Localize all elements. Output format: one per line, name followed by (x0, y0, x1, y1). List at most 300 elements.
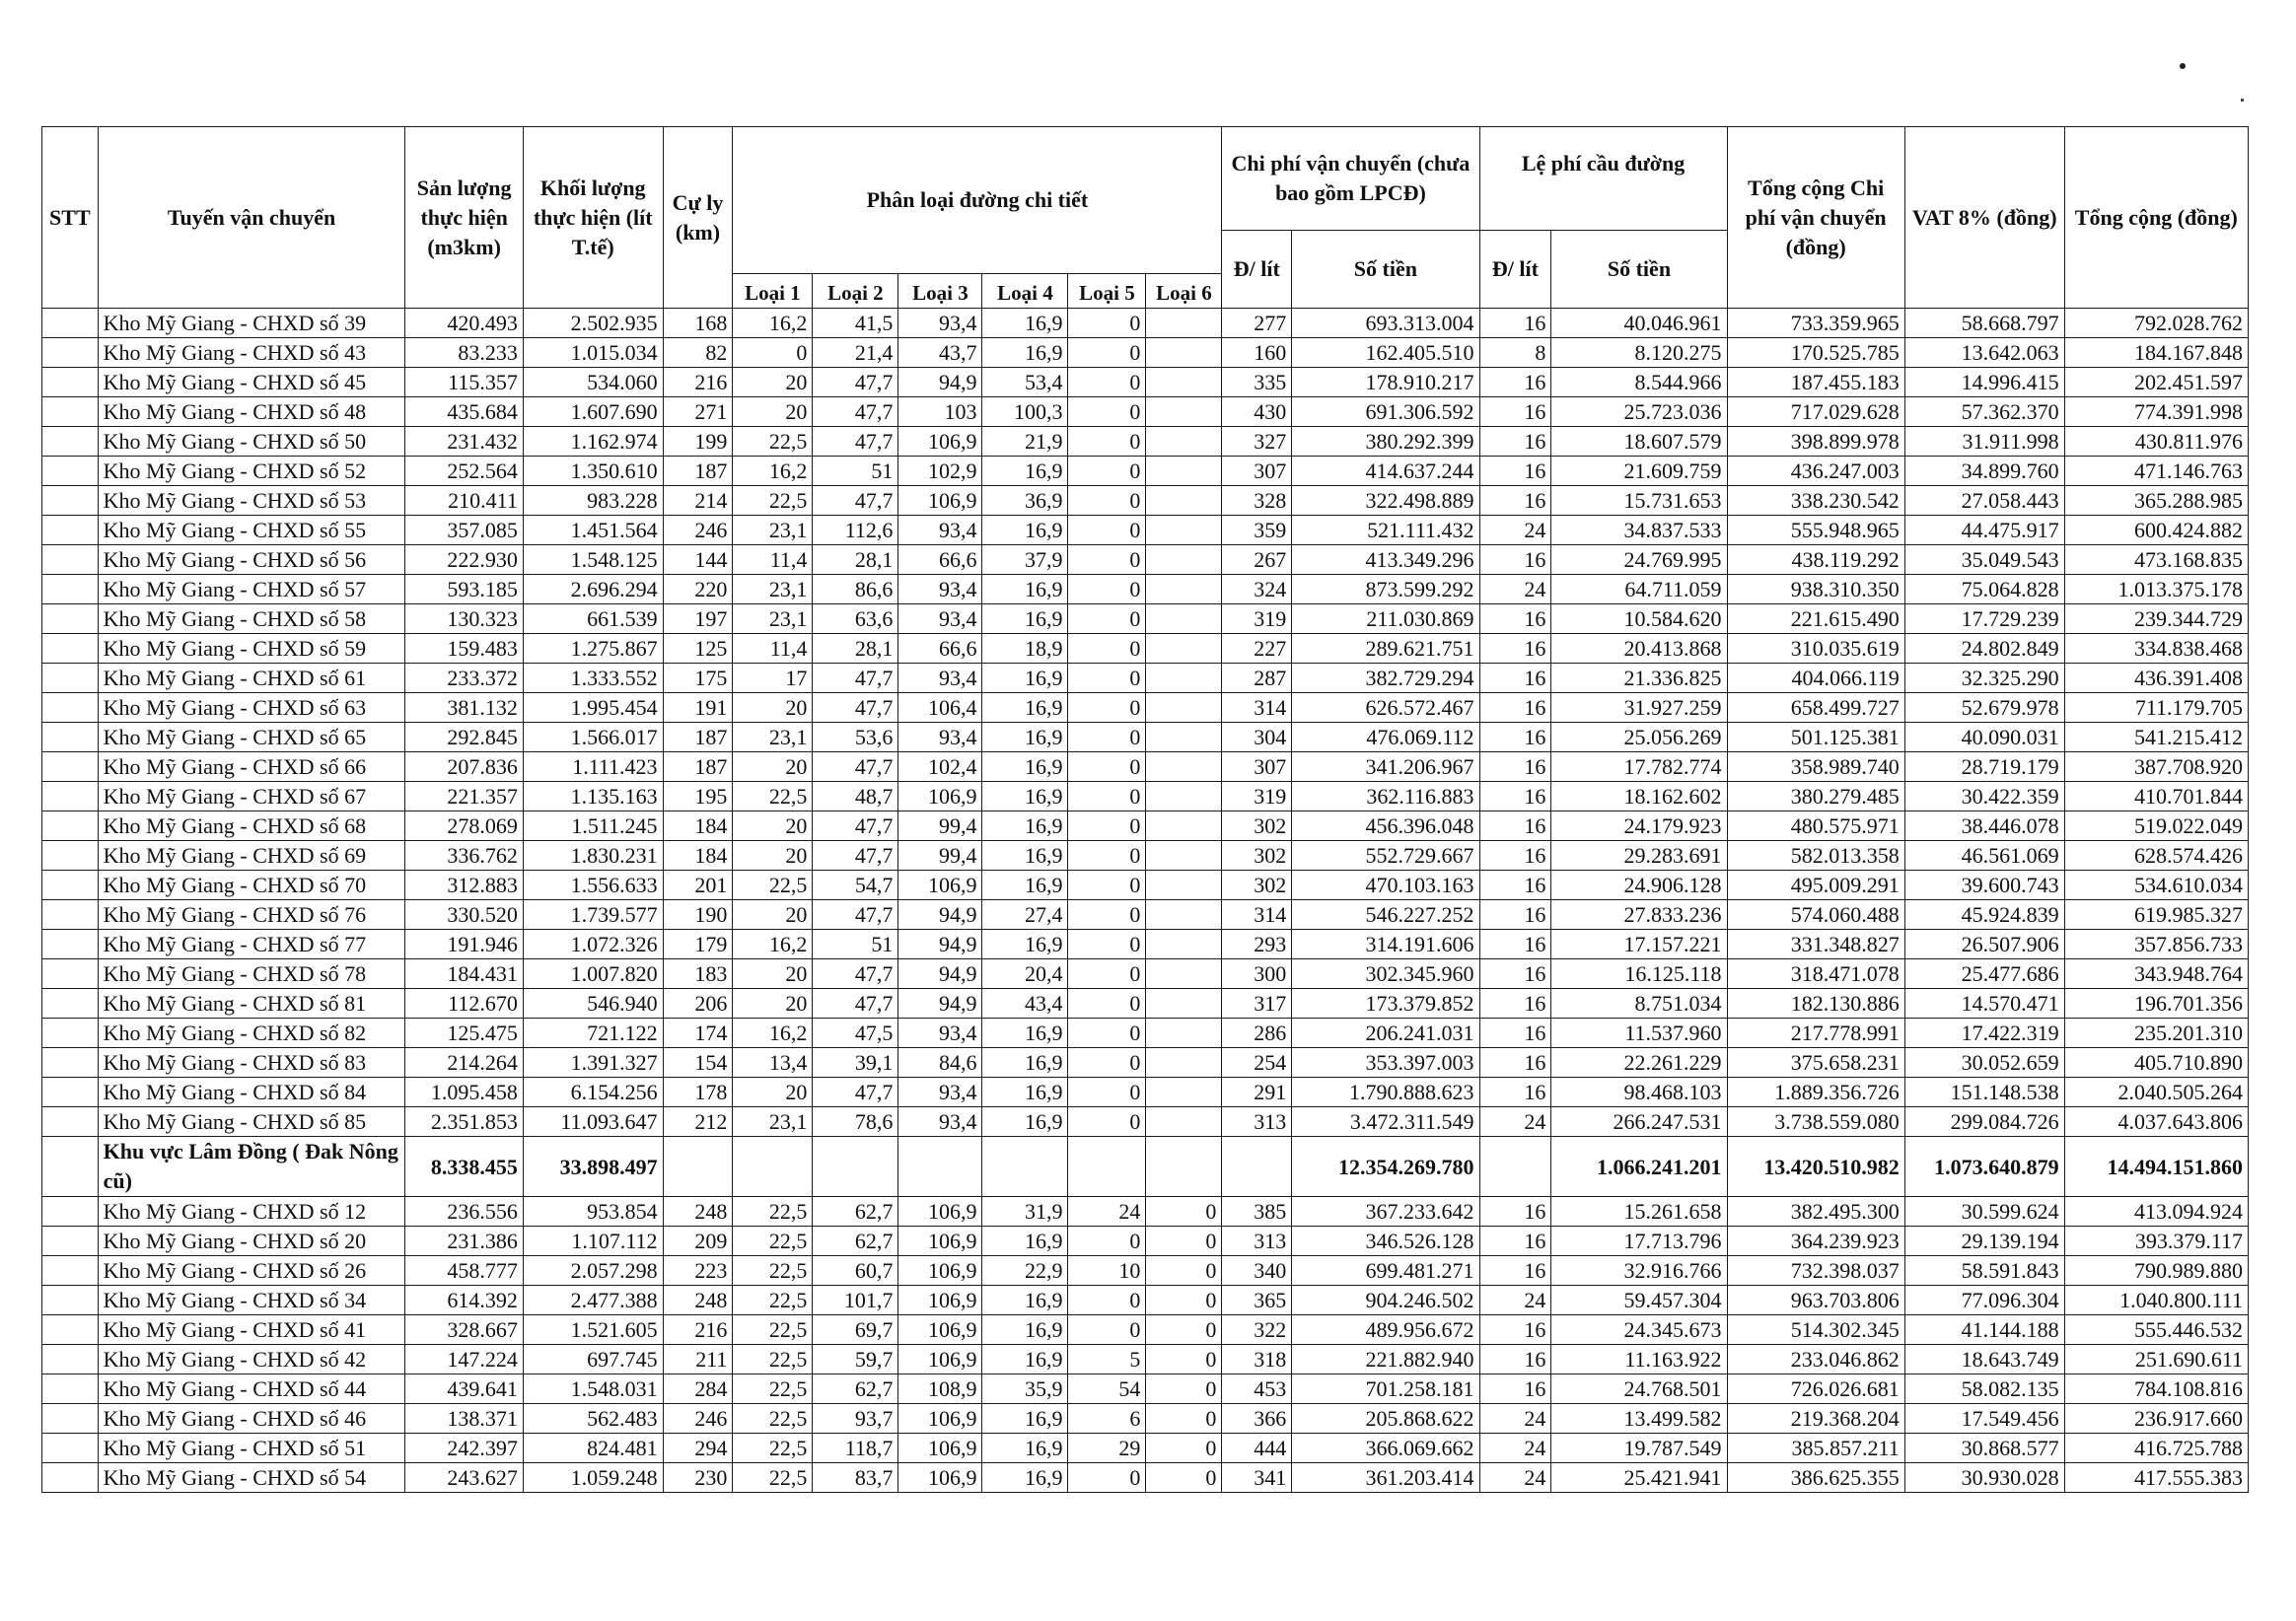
le-phi-so-tien-cell: 29.283.691 (1551, 841, 1727, 871)
tong-cong-cell: 4.037.643.806 (2064, 1107, 2248, 1137)
loai-2-cell: 59,7 (813, 1345, 898, 1374)
san-luong-cell: 458.777 (405, 1256, 523, 1286)
cu-ly-cell: 184 (663, 841, 733, 871)
tong-cong-cell: 235.201.310 (2064, 1019, 2248, 1048)
tong-cong-cell: 14.494.151.860 (2064, 1137, 2248, 1197)
cu-ly-cell: 179 (663, 930, 733, 959)
header-loai-6: Loại 6 (1146, 274, 1222, 309)
cu-ly-cell: 190 (663, 900, 733, 930)
loai-5-cell: 0 (1068, 1078, 1146, 1107)
loai-3-cell: 94,9 (898, 368, 982, 397)
table-row (42, 575, 2249, 604)
chi-phi-so-tien-cell: 12.354.269.780 (1292, 1137, 1479, 1197)
stt-cell (42, 959, 99, 989)
le-phi-so-tien-cell: 17.782.774 (1551, 752, 1727, 782)
vat-cell: 75.064.828 (1904, 575, 2064, 604)
header-loai-4: Loại 4 (982, 274, 1068, 309)
khoi-luong-cell: 1.739.577 (523, 900, 663, 930)
route-cell: Kho Mỹ Giang - CHXD số 78 (98, 959, 405, 989)
loai-5-cell: 0 (1068, 664, 1146, 693)
loai-5-cell (1068, 1137, 1146, 1197)
le-phi-so-tien-cell: 22.261.229 (1551, 1048, 1727, 1078)
tong-cong-cell: 2.040.505.264 (2064, 1078, 2248, 1107)
chi-phi-d-lit-cell: 322 (1222, 1315, 1292, 1345)
khoi-luong-cell: 953.854 (523, 1197, 663, 1227)
tong-chi-phi-cell: 382.495.300 (1727, 1197, 1904, 1227)
loai-3-cell: 93,4 (898, 664, 982, 693)
stt-cell (42, 664, 99, 693)
table-row (42, 900, 2249, 930)
loai-4-cell: 21,9 (982, 427, 1068, 457)
table-row (42, 1107, 2249, 1137)
khoi-luong-cell: 1.135.163 (523, 782, 663, 811)
vat-cell: 52.679.978 (1904, 693, 2064, 723)
khoi-luong-cell: 1.566.017 (523, 723, 663, 752)
header-loai-3: Loại 3 (898, 274, 982, 309)
loai-2-cell: 112,6 (813, 516, 898, 545)
tong-chi-phi-cell: 364.239.923 (1727, 1227, 1904, 1256)
tong-chi-phi-cell: 386.625.355 (1727, 1463, 1904, 1493)
cu-ly-cell: 216 (663, 1315, 733, 1345)
cu-ly-cell: 187 (663, 457, 733, 486)
loai-5-cell: 0 (1068, 811, 1146, 841)
chi-phi-so-tien-cell: 693.313.004 (1292, 309, 1479, 338)
loai-2-cell: 47,7 (813, 397, 898, 427)
cu-ly-cell: 223 (663, 1256, 733, 1286)
stt-cell (42, 1345, 99, 1374)
le-phi-d-lit-cell: 16 (1479, 1019, 1551, 1048)
khoi-luong-cell: 11.093.647 (523, 1107, 663, 1137)
loai-1-cell: 16,2 (733, 930, 813, 959)
chi-phi-d-lit-cell: 302 (1222, 811, 1292, 841)
loai-3-cell: 99,4 (898, 841, 982, 871)
loai-5-cell: 0 (1068, 989, 1146, 1019)
route-cell: Kho Mỹ Giang - CHXD số 12 (98, 1197, 405, 1227)
le-phi-so-tien-cell: 25.723.036 (1551, 397, 1727, 427)
le-phi-d-lit-cell: 16 (1479, 634, 1551, 664)
tong-chi-phi-cell: 438.119.292 (1727, 545, 1904, 575)
loai-1-cell: 20 (733, 752, 813, 782)
le-phi-d-lit-cell: 16 (1479, 811, 1551, 841)
loai-4-cell: 100,3 (982, 397, 1068, 427)
route-cell: Khu vực Lâm Đồng ( Đak Nông cũ) (98, 1137, 405, 1197)
loai-1-cell: 16,2 (733, 309, 813, 338)
cu-ly-cell: 197 (663, 604, 733, 634)
chi-phi-so-tien-cell: 366.069.662 (1292, 1434, 1479, 1463)
loai-4-cell: 16,9 (982, 1345, 1068, 1374)
chi-phi-so-tien-cell: 699.481.271 (1292, 1256, 1479, 1286)
route-cell: Kho Mỹ Giang - CHXD số 77 (98, 930, 405, 959)
loai-6-cell: 0 (1146, 1345, 1222, 1374)
table-row (42, 457, 2249, 486)
le-phi-d-lit-cell: 24 (1479, 1404, 1551, 1434)
tong-cong-cell: 417.555.383 (2064, 1463, 2248, 1493)
loai-4-cell: 16,9 (982, 575, 1068, 604)
vat-cell: 30.422.359 (1904, 782, 2064, 811)
vat-cell: 41.144.188 (1904, 1315, 2064, 1345)
le-phi-d-lit-cell: 16 (1479, 457, 1551, 486)
loai-2-cell: 28,1 (813, 545, 898, 575)
table-row (42, 959, 2249, 989)
stt-cell (42, 427, 99, 457)
loai-1-cell: 23,1 (733, 575, 813, 604)
khoi-luong-cell: 1.607.690 (523, 397, 663, 427)
san-luong-cell: 439.641 (405, 1374, 523, 1404)
le-phi-d-lit-cell: 24 (1479, 1286, 1551, 1315)
tong-chi-phi-cell: 170.525.785 (1727, 338, 1904, 368)
loai-5-cell: 0 (1068, 545, 1146, 575)
loai-6-cell (1146, 1048, 1222, 1078)
cu-ly-cell: 216 (663, 368, 733, 397)
cu-ly-cell: 284 (663, 1374, 733, 1404)
tong-cong-cell: 619.985.327 (2064, 900, 2248, 930)
tong-cong-cell: 790.989.880 (2064, 1256, 2248, 1286)
route-cell: Kho Mỹ Giang - CHXD số 45 (98, 368, 405, 397)
table-row (42, 368, 2249, 397)
loai-1-cell: 20 (733, 811, 813, 841)
le-phi-d-lit-cell: 24 (1479, 516, 1551, 545)
chi-phi-d-lit-cell: 317 (1222, 989, 1292, 1019)
chi-phi-so-tien-cell: 341.206.967 (1292, 752, 1479, 782)
loai-1-cell: 22,5 (733, 1286, 813, 1315)
loai-2-cell: 93,7 (813, 1404, 898, 1434)
vat-cell: 58.082.135 (1904, 1374, 2064, 1404)
loai-6-cell (1146, 575, 1222, 604)
le-phi-so-tien-cell: 15.261.658 (1551, 1197, 1727, 1227)
loai-2-cell: 47,7 (813, 900, 898, 930)
table-row (42, 1315, 2249, 1345)
le-phi-so-tien-cell: 24.345.673 (1551, 1315, 1727, 1345)
le-phi-so-tien-cell: 17.157.221 (1551, 930, 1727, 959)
tong-cong-cell: 416.725.788 (2064, 1434, 2248, 1463)
table-row (42, 1078, 2249, 1107)
loai-5-cell: 0 (1068, 575, 1146, 604)
chi-phi-d-lit-cell: 319 (1222, 604, 1292, 634)
loai-3-cell: 93,4 (898, 575, 982, 604)
loai-6-cell (1146, 604, 1222, 634)
loai-2-cell: 60,7 (813, 1256, 898, 1286)
transport-cost-table (41, 126, 2249, 1493)
chi-phi-d-lit-cell: 327 (1222, 427, 1292, 457)
loai-5-cell: 0 (1068, 1107, 1146, 1137)
khoi-luong-cell: 1.556.633 (523, 871, 663, 900)
route-cell: Kho Mỹ Giang - CHXD số 68 (98, 811, 405, 841)
loai-4-cell: 16,9 (982, 1404, 1068, 1434)
stt-cell (42, 1107, 99, 1137)
route-cell: Kho Mỹ Giang - CHXD số 57 (98, 575, 405, 604)
loai-4-cell: 16,9 (982, 871, 1068, 900)
loai-6-cell: 0 (1146, 1434, 1222, 1463)
loai-3-cell: 108,9 (898, 1374, 982, 1404)
tong-chi-phi-cell: 717.029.628 (1727, 397, 1904, 427)
tong-cong-cell: 334.838.468 (2064, 634, 2248, 664)
loai-3-cell: 106,9 (898, 1227, 982, 1256)
vat-cell: 14.996.415 (1904, 368, 2064, 397)
chi-phi-d-lit-cell: 293 (1222, 930, 1292, 959)
stt-cell (42, 1137, 99, 1197)
loai-2-cell: 47,7 (813, 841, 898, 871)
san-luong-cell: 159.483 (405, 634, 523, 664)
table-row (42, 930, 2249, 959)
table-row (42, 782, 2249, 811)
le-phi-d-lit-cell: 8 (1479, 338, 1551, 368)
table-row (42, 871, 2249, 900)
route-cell: Kho Mỹ Giang - CHXD số 66 (98, 752, 405, 782)
tong-cong-cell: 473.168.835 (2064, 545, 2248, 575)
loai-5-cell: 0 (1068, 368, 1146, 397)
route-cell: Kho Mỹ Giang - CHXD số 34 (98, 1286, 405, 1315)
vat-cell: 13.642.063 (1904, 338, 2064, 368)
chi-phi-so-tien-cell: 367.233.642 (1292, 1197, 1479, 1227)
le-phi-d-lit-cell: 16 (1479, 930, 1551, 959)
vat-cell: 57.362.370 (1904, 397, 2064, 427)
loai-1-cell: 23,1 (733, 604, 813, 634)
le-phi-so-tien-cell: 18.162.602 (1551, 782, 1727, 811)
le-phi-d-lit-cell: 16 (1479, 900, 1551, 930)
route-cell: Kho Mỹ Giang - CHXD số 20 (98, 1227, 405, 1256)
loai-4-cell: 16,9 (982, 1019, 1068, 1048)
le-phi-so-tien-cell: 20.413.868 (1551, 634, 1727, 664)
loai-5-cell: 0 (1068, 309, 1146, 338)
le-phi-d-lit-cell: 16 (1479, 1374, 1551, 1404)
le-phi-d-lit-cell: 16 (1479, 1315, 1551, 1345)
khoi-luong-cell: 1.162.974 (523, 427, 663, 457)
table-row (42, 1227, 2249, 1256)
le-phi-d-lit-cell: 16 (1479, 841, 1551, 871)
san-luong-cell: 2.351.853 (405, 1107, 523, 1137)
loai-2-cell: 86,6 (813, 575, 898, 604)
vat-cell: 45.924.839 (1904, 900, 2064, 930)
loai-1-cell: 20 (733, 841, 813, 871)
loai-5-cell: 0 (1068, 841, 1146, 871)
chi-phi-so-tien-cell: 413.349.296 (1292, 545, 1479, 575)
loai-1-cell: 22,5 (733, 1227, 813, 1256)
le-phi-d-lit-cell: 16 (1479, 1078, 1551, 1107)
stt-cell (42, 782, 99, 811)
chi-phi-so-tien-cell: 873.599.292 (1292, 575, 1479, 604)
cu-ly-cell: 168 (663, 309, 733, 338)
table-row (42, 723, 2249, 752)
table-row (42, 1019, 2249, 1048)
loai-2-cell: 101,7 (813, 1286, 898, 1315)
vat-cell: 299.084.726 (1904, 1107, 2064, 1137)
loai-2-cell: 62,7 (813, 1197, 898, 1227)
loai-3-cell: 94,9 (898, 930, 982, 959)
khoi-luong-cell: 33.898.497 (523, 1137, 663, 1197)
route-cell: Kho Mỹ Giang - CHXD số 26 (98, 1256, 405, 1286)
loai-4-cell: 16,9 (982, 811, 1068, 841)
stt-cell (42, 1256, 99, 1286)
vat-cell: 58.591.843 (1904, 1256, 2064, 1286)
tong-chi-phi-cell: 1.889.356.726 (1727, 1078, 1904, 1107)
tong-chi-phi-cell: 217.778.991 (1727, 1019, 1904, 1048)
loai-5-cell: 0 (1068, 871, 1146, 900)
cu-ly-cell: 294 (663, 1434, 733, 1463)
route-cell: Kho Mỹ Giang - CHXD số 70 (98, 871, 405, 900)
loai-3-cell: 94,9 (898, 989, 982, 1019)
vat-cell: 30.599.624 (1904, 1197, 2064, 1227)
cu-ly-cell: 248 (663, 1197, 733, 1227)
san-luong-cell: 233.372 (405, 664, 523, 693)
loai-6-cell: 0 (1146, 1256, 1222, 1286)
tong-chi-phi-cell: 338.230.542 (1727, 486, 1904, 516)
loai-1-cell: 22,5 (733, 1345, 813, 1374)
loai-5-cell: 0 (1068, 486, 1146, 516)
loai-3-cell: 106,9 (898, 486, 982, 516)
le-phi-d-lit-cell: 16 (1479, 723, 1551, 752)
loai-6-cell (1146, 959, 1222, 989)
route-cell: Kho Mỹ Giang - CHXD số 51 (98, 1434, 405, 1463)
chi-phi-d-lit-cell: 267 (1222, 545, 1292, 575)
table-row (42, 841, 2249, 871)
chi-phi-d-lit-cell: 300 (1222, 959, 1292, 989)
loai-2-cell (813, 1137, 898, 1197)
header-route: Tuyến vận chuyển (98, 127, 405, 309)
route-cell: Kho Mỹ Giang - CHXD số 52 (98, 457, 405, 486)
loai-4-cell: 35,9 (982, 1374, 1068, 1404)
chi-phi-so-tien-cell: 380.292.399 (1292, 427, 1479, 457)
le-phi-d-lit-cell: 16 (1479, 752, 1551, 782)
loai-3-cell: 106,9 (898, 1404, 982, 1434)
le-phi-so-tien-cell: 19.787.549 (1551, 1434, 1727, 1463)
le-phi-d-lit-cell: 16 (1479, 397, 1551, 427)
khoi-luong-cell: 1.548.125 (523, 545, 663, 575)
loai-2-cell: 62,7 (813, 1374, 898, 1404)
loai-4-cell: 22,9 (982, 1256, 1068, 1286)
loai-5-cell: 0 (1068, 959, 1146, 989)
cu-ly-cell: 212 (663, 1107, 733, 1137)
le-phi-so-tien-cell: 1.066.241.201 (1551, 1137, 1727, 1197)
loai-3-cell: 93,4 (898, 1078, 982, 1107)
route-cell: Kho Mỹ Giang - CHXD số 54 (98, 1463, 405, 1493)
tong-cong-cell: 555.446.532 (2064, 1315, 2248, 1345)
san-luong-cell: 243.627 (405, 1463, 523, 1493)
chi-phi-d-lit-cell: 286 (1222, 1019, 1292, 1048)
chi-phi-so-tien-cell: 211.030.869 (1292, 604, 1479, 634)
header-chi-phi-so-tien: Số tiền (1292, 231, 1479, 309)
route-cell: Kho Mỹ Giang - CHXD số 55 (98, 516, 405, 545)
vat-cell: 17.729.239 (1904, 604, 2064, 634)
vat-cell: 17.549.456 (1904, 1404, 2064, 1434)
chi-phi-so-tien-cell: 382.729.294 (1292, 664, 1479, 693)
loai-1-cell: 22,5 (733, 1315, 813, 1345)
loai-5-cell: 0 (1068, 338, 1146, 368)
loai-2-cell: 47,7 (813, 693, 898, 723)
san-luong-cell: 231.432 (405, 427, 523, 457)
route-cell: Kho Mỹ Giang - CHXD số 69 (98, 841, 405, 871)
loai-5-cell: 0 (1068, 693, 1146, 723)
loai-6-cell (1146, 811, 1222, 841)
san-luong-cell: 83.233 (405, 338, 523, 368)
loai-6-cell (1146, 1019, 1222, 1048)
khoi-luong-cell: 1.521.605 (523, 1315, 663, 1345)
loai-3-cell: 93,4 (898, 516, 982, 545)
le-phi-so-tien-cell: 59.457.304 (1551, 1286, 1727, 1315)
san-luong-cell: 278.069 (405, 811, 523, 841)
loai-2-cell: 21,4 (813, 338, 898, 368)
route-cell: Kho Mỹ Giang - CHXD số 43 (98, 338, 405, 368)
stt-cell (42, 989, 99, 1019)
san-luong-cell: 292.845 (405, 723, 523, 752)
vat-cell: 38.446.078 (1904, 811, 2064, 841)
table-row (42, 604, 2249, 634)
header-chi-phi-d-lit: Đ/ lít (1222, 231, 1292, 309)
le-phi-so-tien-cell: 10.584.620 (1551, 604, 1727, 634)
le-phi-d-lit-cell: 16 (1479, 368, 1551, 397)
loai-3-cell: 106,9 (898, 1315, 982, 1345)
san-luong-cell: 115.357 (405, 368, 523, 397)
le-phi-so-tien-cell: 25.421.941 (1551, 1463, 1727, 1493)
table-row (42, 309, 2249, 338)
san-luong-cell: 1.095.458 (405, 1078, 523, 1107)
table-row (42, 338, 2249, 368)
table-row (42, 989, 2249, 1019)
loai-2-cell: 53,6 (813, 723, 898, 752)
le-phi-so-tien-cell: 18.607.579 (1551, 427, 1727, 457)
table-row (42, 1463, 2249, 1493)
cu-ly-cell (663, 1137, 733, 1197)
khoi-luong-cell: 1.007.820 (523, 959, 663, 989)
san-luong-cell: 242.397 (405, 1434, 523, 1463)
tong-cong-cell: 534.610.034 (2064, 871, 2248, 900)
vat-cell: 14.570.471 (1904, 989, 2064, 1019)
loai-2-cell: 118,7 (813, 1434, 898, 1463)
le-phi-d-lit-cell: 16 (1479, 664, 1551, 693)
chi-phi-d-lit-cell: 160 (1222, 338, 1292, 368)
khoi-luong-cell: 983.228 (523, 486, 663, 516)
le-phi-so-tien-cell: 64.711.059 (1551, 575, 1727, 604)
stt-cell (42, 1315, 99, 1345)
stt-cell (42, 368, 99, 397)
loai-3-cell (898, 1137, 982, 1197)
loai-2-cell: 47,7 (813, 486, 898, 516)
tong-chi-phi-cell: 398.899.978 (1727, 427, 1904, 457)
loai-1-cell: 20 (733, 900, 813, 930)
loai-6-cell (1146, 782, 1222, 811)
tong-cong-cell: 343.948.764 (2064, 959, 2248, 989)
chi-phi-d-lit-cell: 328 (1222, 486, 1292, 516)
loai-2-cell: 54,7 (813, 871, 898, 900)
table-row (42, 1404, 2249, 1434)
loai-3-cell: 102,9 (898, 457, 982, 486)
le-phi-d-lit-cell: 24 (1479, 1434, 1551, 1463)
vat-cell: 31.911.998 (1904, 427, 2064, 457)
loai-4-cell: 36,9 (982, 486, 1068, 516)
vat-cell: 44.475.917 (1904, 516, 2064, 545)
loai-2-cell: 47,7 (813, 1078, 898, 1107)
le-phi-so-tien-cell: 31.927.259 (1551, 693, 1727, 723)
khoi-luong-cell: 824.481 (523, 1434, 663, 1463)
loai-1-cell: 22,5 (733, 486, 813, 516)
le-phi-d-lit-cell: 16 (1479, 871, 1551, 900)
khoi-luong-cell: 1.111.423 (523, 752, 663, 782)
le-phi-d-lit-cell: 16 (1479, 427, 1551, 457)
route-cell: Kho Mỹ Giang - CHXD số 82 (98, 1019, 405, 1048)
loai-4-cell: 16,9 (982, 664, 1068, 693)
loai-5-cell: 54 (1068, 1374, 1146, 1404)
san-luong-cell: 130.323 (405, 604, 523, 634)
table-header (42, 127, 2249, 309)
loai-5-cell: 10 (1068, 1256, 1146, 1286)
tong-chi-phi-cell: 318.471.078 (1727, 959, 1904, 989)
cu-ly-cell: 246 (663, 1404, 733, 1434)
cu-ly-cell: 201 (663, 871, 733, 900)
route-cell: Kho Mỹ Giang - CHXD số 81 (98, 989, 405, 1019)
khoi-luong-cell: 661.539 (523, 604, 663, 634)
tong-cong-cell: 387.708.920 (2064, 752, 2248, 782)
cu-ly-cell: 144 (663, 545, 733, 575)
stt-cell (42, 516, 99, 545)
